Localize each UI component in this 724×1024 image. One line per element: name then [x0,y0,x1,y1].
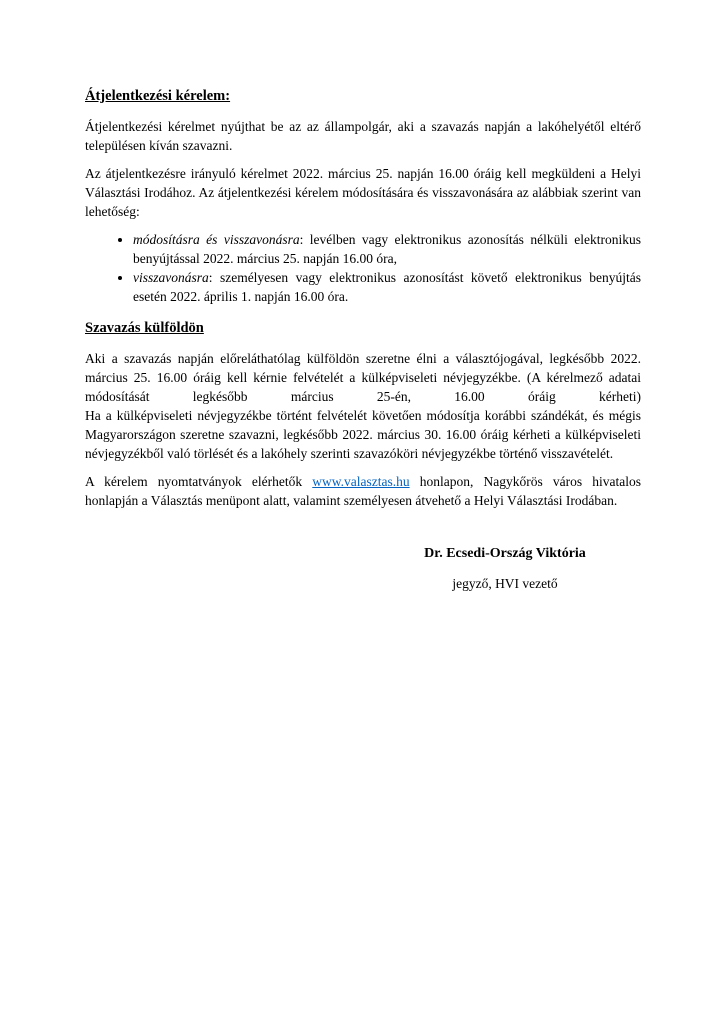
para-voting-abroad-part1: Aki a szavazás napján előreláthatólag külföldön szeretne élni a választójogával, legkésőbb 2022. március 25. 16.00 óráig kell kérnie felvételét a külképviseleti névjegyzékbe. (A kérelmező adatai módosítását legkésőbb március 25-én, 16.00 óráig kérheti) [85,351,641,404]
document-body [85,86,641,593]
heading-voting-abroad: Szavazás külföldön [85,320,204,336]
signature-name: Dr. Ecsedi-Ország Viktória [424,546,586,561]
bullet-lead-withdrawal: visszavonásra [133,270,209,285]
para-transfer-request-intro: Átjelentkezési kérelmet nyújthat be az az állampolgár, aki a szavazás napján a lakóhelyétől eltérő településen kíván szavazni. [85,119,641,153]
para-transfer-request-deadline: Az átjelentkezésre irányuló kérelmet 2022. március 25. napján 16.00 óráig kell megküldeni a Helyi Választási Irodához. Az átjelentkezési kérelem módosítására és visszavonására az alábbiak szerint van lehetőség: [85,166,641,219]
valasztas-link[interactable]: www.valasztas.hu [312,474,410,489]
section-voting-abroad [85,318,641,349]
para-forms-after-link: honlapon, Nagykőrös város hivatalos honlapján a Választás menüpont alatt, valamint személyesen átvehető a Helyi Választási Irodában. [85,474,642,508]
signature-block [365,544,645,593]
para-forms-availability [85,472,641,510]
signature-role: jegyző, HVI vezető [452,576,558,591]
bullet-lead-modification: módosításra és visszavonásra [133,232,300,247]
list-item [133,268,641,306]
list-item [133,230,641,268]
para-voting-abroad [85,349,641,463]
document-title: Átjelentkezési kérelem: [85,88,231,104]
bullet-rest-modification: : levélben vagy elektronikus azonosítás nélküli elektronikus benyújtással 2022. március 25. napján 16.00 óra, [133,232,641,266]
bullet-rest-withdrawal: : személyesen vagy elektronikus azonosítást követő elektronikus benyújtás esetén 2022. április 1. napján 16.00 óra. [133,270,641,304]
section-transfer-request [85,86,641,117]
bullet-list-modification-options [85,230,641,306]
para-voting-abroad-part2: Ha a külképviseleti névjegyzékbe történt felvételét követően módosítja korábbi szándékát, és mégis Magyarországon szeretne szavazni, legkésőbb 2022. március 30. 16.00 óráig kérheti a külképviseleti névjegyzékből való törlését és a lakóhely szerinti szavazóköri névjegyzékbe történő visszavételét. [85,408,641,461]
para-forms-before-link: A kérelem nyomtatványok elérhetők [85,474,313,489]
